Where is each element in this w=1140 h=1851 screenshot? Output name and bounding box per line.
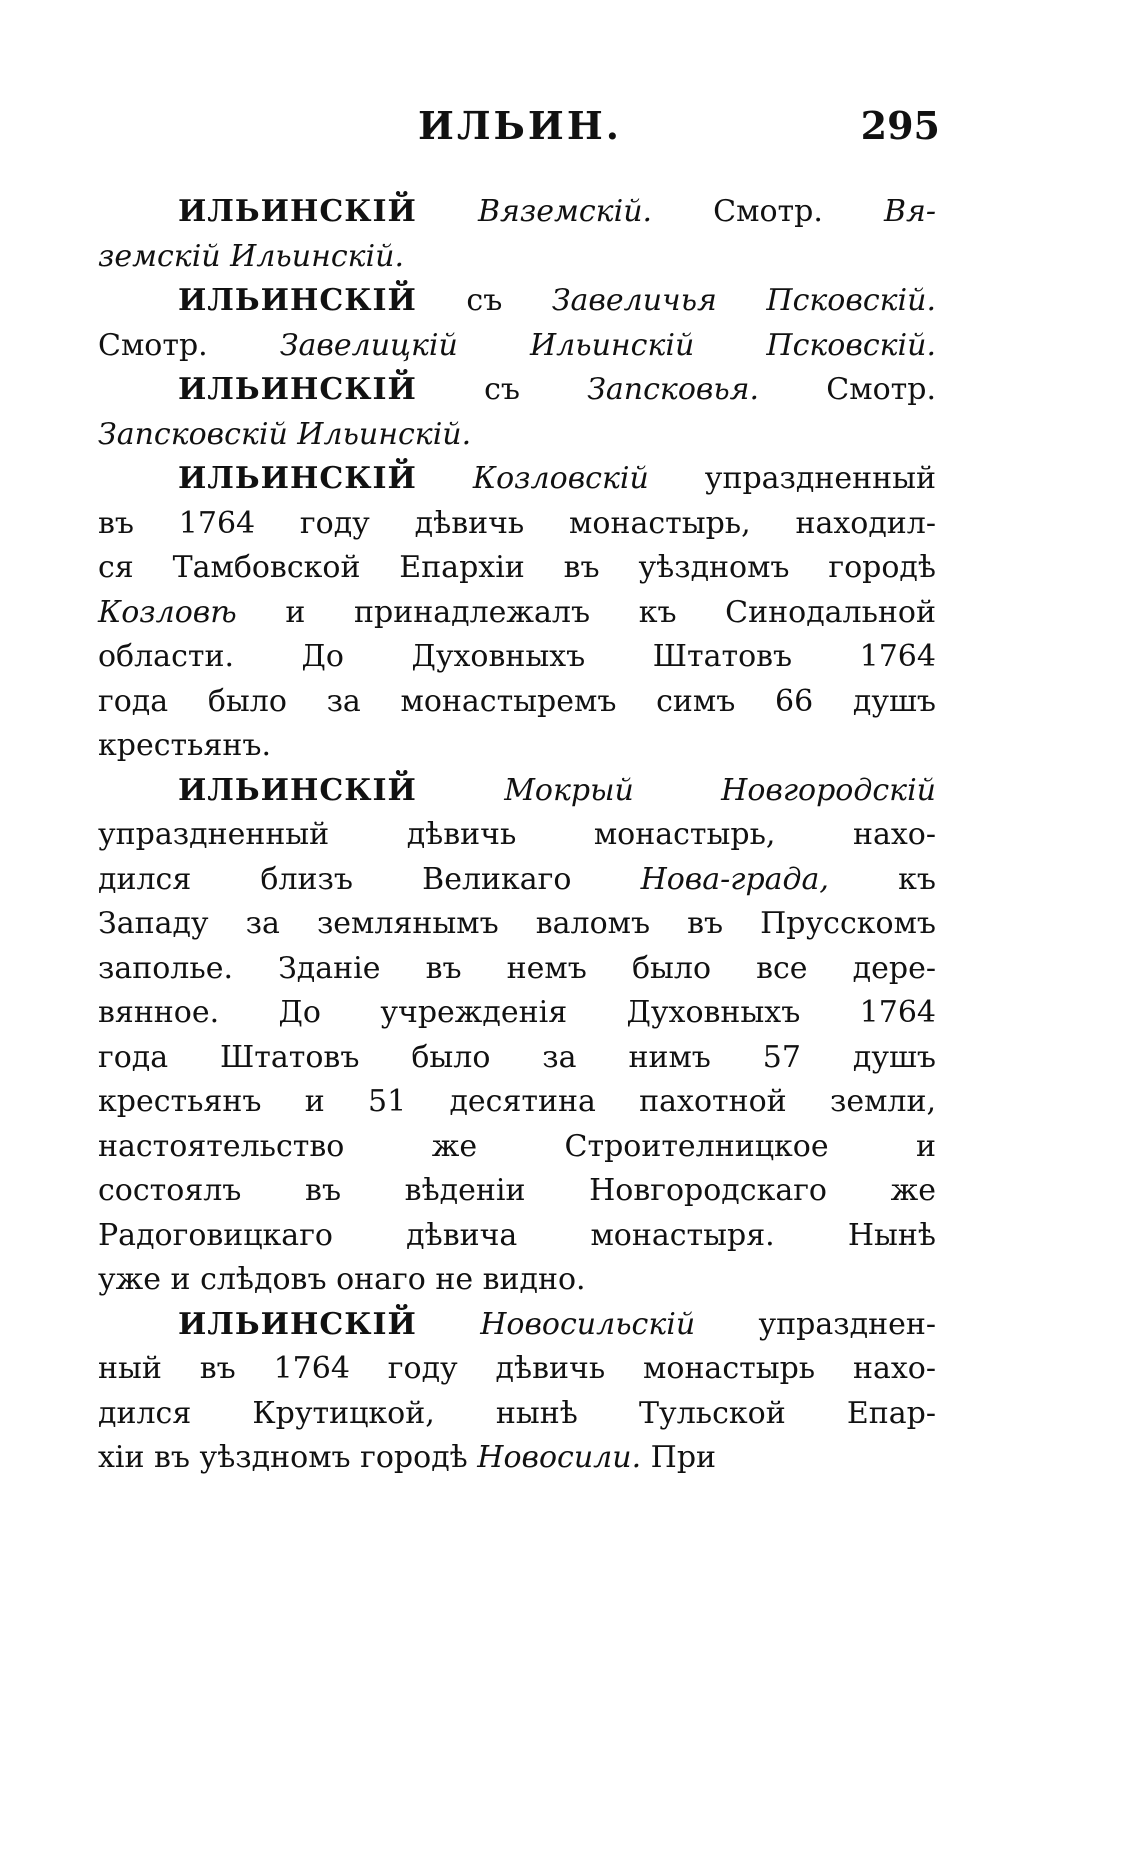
entry-headword: ИЛЬИНСКІЙ <box>178 194 417 229</box>
text-segment: настоятельство же Строителницкое и <box>98 1128 936 1164</box>
text-segment: ся Тамбовской Епархіи въ уѣздномъ городѣ <box>98 550 936 585</box>
italic-text: Нова-града, <box>640 861 829 897</box>
italic-text: Завеличья Псковскій. <box>551 283 936 318</box>
text-line <box>98 413 936 458</box>
text-line <box>98 858 936 903</box>
text-segment: съ <box>416 372 588 407</box>
text-line <box>98 1214 936 1259</box>
italic-text: Вяземскій. <box>477 194 653 229</box>
text-segment: упраздненный <box>648 461 936 496</box>
text-segment: дился близъ Великаго <box>98 861 641 897</box>
text-segment <box>417 773 504 808</box>
text-segment <box>417 1307 480 1342</box>
text-line <box>98 502 936 547</box>
entry-headword: ИЛЬИНСКІЙ <box>178 461 417 496</box>
text-line <box>98 546 936 591</box>
text-segment: крестьянъ. <box>98 728 271 763</box>
italic-text: Козловѣ <box>98 594 237 630</box>
text-segment <box>417 461 473 496</box>
text-segment: Смотр. <box>759 372 936 407</box>
text-line <box>98 1080 936 1125</box>
text-line <box>98 1303 936 1348</box>
text-line <box>98 1036 936 1081</box>
text-segment: уже и слѣдовъ онаго не видно. <box>98 1262 586 1297</box>
italic-text: Запсковскій Ильинскій. <box>98 416 472 452</box>
text-segment: упраздненный дѣвичь монастырь, нахо- <box>98 817 936 852</box>
text-segment: Западу за землянымъ валомъ въ Прусскомъ <box>98 906 936 941</box>
text-line <box>98 591 936 636</box>
entry-headword: ИЛЬИНСКІЙ <box>178 772 417 808</box>
text-segment: года было за монастыремъ симъ 66 душъ <box>98 683 936 719</box>
text-segment: Смотр. <box>98 327 280 363</box>
italic-text: Козловскій <box>472 461 649 496</box>
text-line <box>98 991 936 1036</box>
text-line <box>98 1392 936 1437</box>
text-segment: года Штатовъ было за нимъ 57 душъ <box>98 1039 936 1075</box>
text-segment: въ 1764 году дѣвичь монастырь, находил- <box>98 505 936 541</box>
italic-text: Запсковья. <box>587 372 760 407</box>
text-segment: къ <box>828 861 936 897</box>
text-line <box>98 279 936 324</box>
text-line <box>98 457 936 502</box>
text-line <box>98 1169 936 1214</box>
text-segment: При <box>641 1440 717 1475</box>
text-line <box>98 1258 936 1303</box>
italic-text: Мокрый Новгородскій <box>504 772 936 808</box>
text-segment: съ <box>416 283 552 318</box>
running-head-title: ИЛЬИН. <box>418 103 622 148</box>
running-head <box>100 96 940 156</box>
text-segment <box>417 194 478 229</box>
text-line <box>98 368 936 413</box>
text-segment: упразднен- <box>695 1306 936 1342</box>
dictionary-entries <box>98 190 936 1481</box>
entry-headword: ИЛЬИНСКІЙ <box>178 283 417 318</box>
italic-text: Вя- <box>883 194 936 229</box>
text-segment: заполье. Зданіе въ немъ было все дере- <box>98 950 936 986</box>
italic-text: земскій Ильинскій. <box>98 238 405 274</box>
text-line <box>98 947 936 992</box>
text-line <box>98 1436 936 1481</box>
text-line <box>98 813 936 858</box>
text-segment: и принадлежалъ къ Синодальной <box>236 594 936 630</box>
text-line <box>98 324 936 369</box>
text-segment: хіи въ уѣздномъ городѣ <box>98 1440 478 1475</box>
text-segment: ный въ 1764 году дѣвичь монастырь нахо- <box>98 1351 936 1386</box>
entry-headword: ИЛЬИНСКІЙ <box>178 372 417 407</box>
text-segment: дился Крутицкой, нынѣ Тульской Епар- <box>98 1395 936 1431</box>
text-segment: области. До Духовныхъ Штатовъ 1764 <box>98 639 936 674</box>
entry-headword: ИЛЬИНСКІЙ <box>178 1306 417 1342</box>
text-segment: Радоговицкаго дѣвича монастыря. Нынѣ <box>98 1217 936 1253</box>
text-line <box>98 769 936 814</box>
text-segment: состоялъ въ вѣденіи Новгородскаго же <box>98 1173 936 1208</box>
text-line <box>98 1125 936 1170</box>
text-line <box>98 724 936 769</box>
italic-text: Новосили. <box>477 1440 642 1475</box>
text-segment: вянное. До учрежденія Духовныхъ 1764 <box>98 995 936 1030</box>
page-number: 295 <box>860 103 940 148</box>
italic-text: Завелицкій Ильинскій Псковскій. <box>279 327 936 363</box>
text-segment: Смотр. <box>652 194 884 229</box>
text-line <box>98 635 936 680</box>
text-line <box>98 1347 936 1392</box>
text-segment: крестьянъ и 51 десятина пахотной земли, <box>98 1084 936 1119</box>
text-line <box>98 190 936 235</box>
text-line <box>98 235 936 280</box>
italic-text: Новосильскій <box>480 1306 696 1342</box>
text-line <box>98 680 936 725</box>
text-line <box>98 902 936 947</box>
